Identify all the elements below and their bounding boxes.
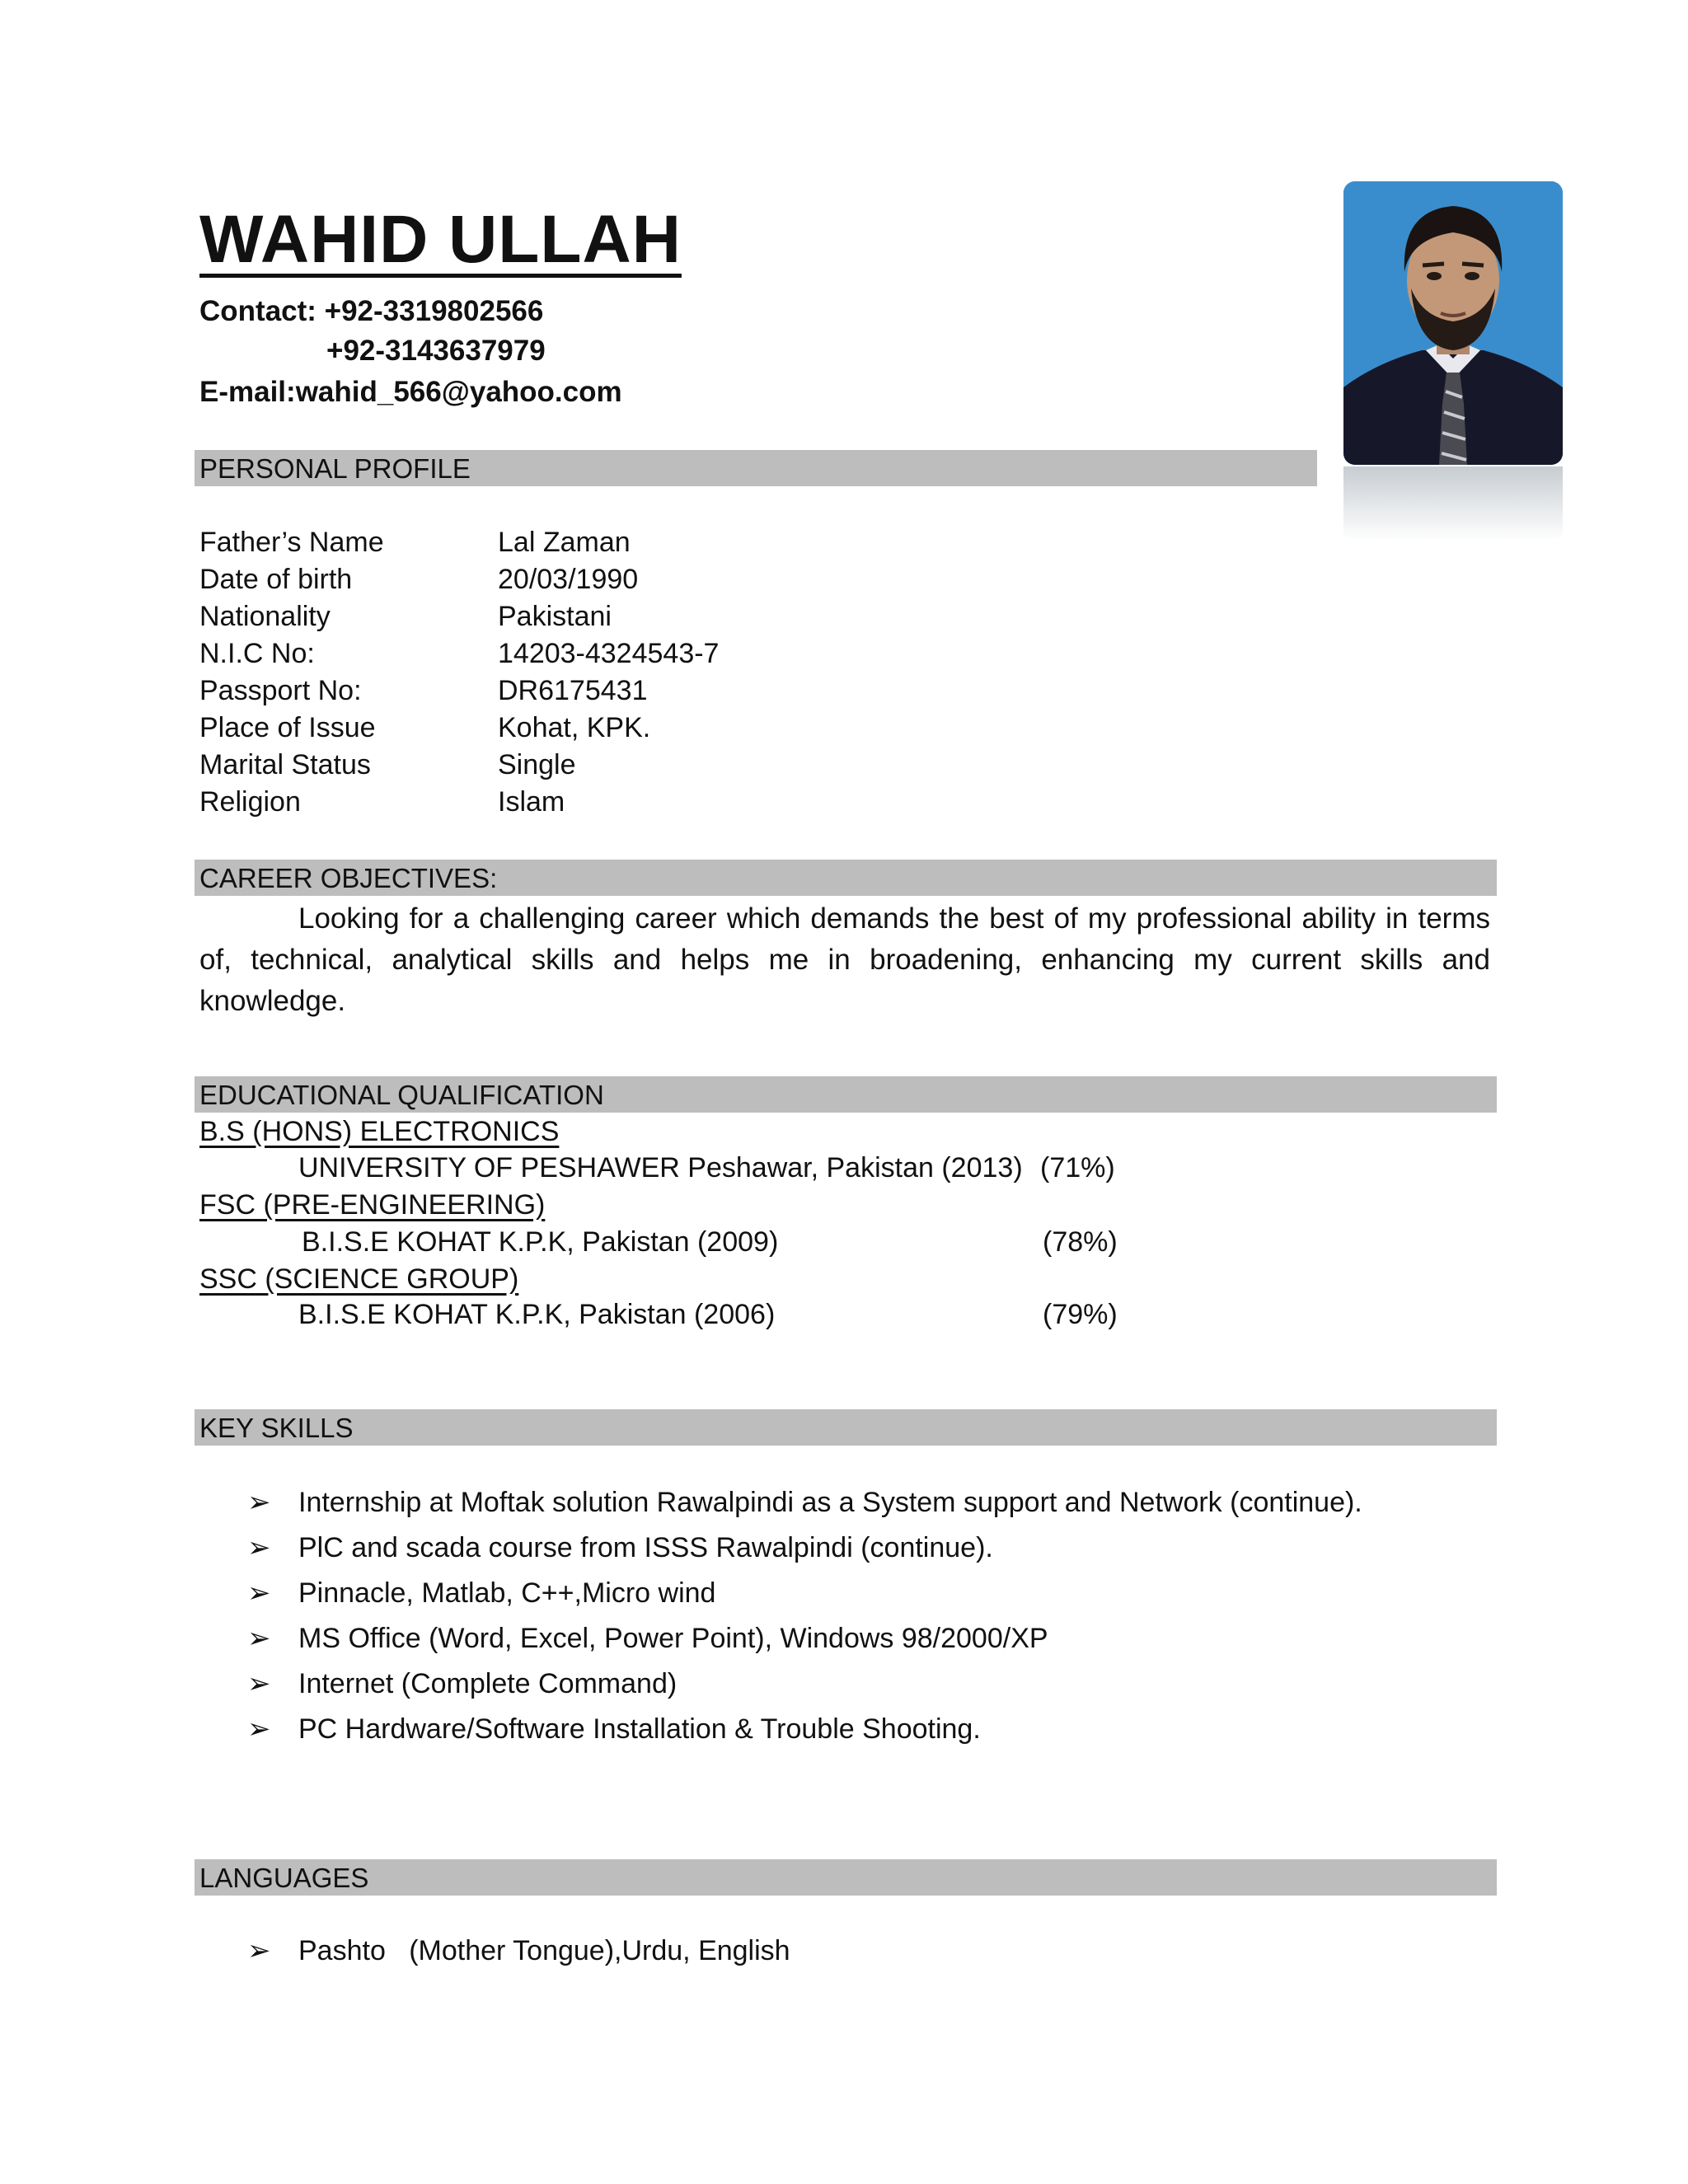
arrow-bullet-icon: ➢	[247, 1935, 271, 1966]
profile-label: Place of Issue	[199, 712, 376, 743]
arrow-bullet-icon: ➢	[247, 1532, 271, 1563]
profile-label: Passport No:	[199, 675, 362, 706]
list-item	[247, 1480, 1362, 1526]
arrow-bullet-icon: ➢	[247, 1668, 271, 1699]
section-header-key-skills: KEY SKILLS	[195, 1409, 1497, 1446]
skill-text: MS Office (Word, Excel, Power Point), Windows 98/2000/XP	[298, 1623, 1048, 1654]
profile-value: Islam	[498, 786, 565, 818]
profile-value: Pakistani	[498, 601, 612, 632]
personal-profile-table	[199, 524, 941, 821]
arrow-bullet-icon: ➢	[247, 1577, 271, 1609]
skill-text: PC Hardware/Software Installation & Trouble Shooting.	[298, 1713, 981, 1745]
profile-row	[199, 710, 941, 747]
section-header-education: EDUCATIONAL QUALIFICATION	[195, 1076, 1497, 1113]
skill-text: PlC and scada course from ISSS Rawalpindi (continue).	[298, 1532, 993, 1563]
profile-row	[199, 784, 941, 821]
profile-label: Marital Status	[199, 749, 371, 780]
degree-title: FSC (PRE-ENGINEERING)	[199, 1189, 546, 1221]
profile-value: DR6175431	[498, 675, 648, 706]
degree-title: B.S (HONS) ELECTRONICS	[199, 1116, 560, 1147]
degree-institution: B.I.S.E KOHAT K.P.K, Pakistan (2006)	[298, 1299, 776, 1330]
profile-label: N.I.C No:	[199, 638, 315, 669]
languages-list	[247, 1929, 790, 1974]
profile-label: Religion	[199, 786, 301, 818]
skill-text: Internship at Moftak solution Rawalpindi as a System support and Network (continue).	[298, 1487, 1362, 1518]
profile-value: 20/03/1990	[498, 564, 639, 595]
profile-value: 14203-4324543-7	[498, 638, 720, 669]
profile-row	[199, 673, 941, 710]
profile-photo	[1343, 181, 1563, 465]
arrow-bullet-icon: ➢	[247, 1487, 271, 1518]
arrow-bullet-icon: ➢	[247, 1713, 271, 1745]
arrow-bullet-icon: ➢	[247, 1623, 271, 1654]
degree-institution: B.I.S.E KOHAT K.P.K, Pakistan (2009)	[302, 1226, 779, 1258]
profile-value: Single	[498, 749, 576, 780]
profile-row	[199, 598, 941, 635]
degree-institution: UNIVERSITY OF PESHAWER Peshawar, Pakistan (2013)	[298, 1152, 1023, 1183]
profile-row	[199, 524, 941, 561]
skill-text: Pinnacle, Matlab, C++,Micro wind	[298, 1577, 716, 1609]
contact-email: E-mail:wahid_566@yahoo.com	[199, 376, 622, 408]
list-item	[247, 1571, 1362, 1616]
degree-percentage: (71%)	[1040, 1152, 1115, 1183]
degree-title: SSC (SCIENCE GROUP)	[199, 1263, 519, 1295]
profile-label: Nationality	[199, 601, 331, 632]
degree-percentage: (79%)	[1043, 1299, 1118, 1330]
career-objective-text: Looking for a challenging career which demands the best of my professional ability in terms of, technical, analytical skills and helps me in broadening, enhancing my current skills and knowledge.	[199, 902, 1490, 1017]
list-item	[247, 1526, 1362, 1571]
contact-phone-2: +92-3143637979	[326, 335, 546, 367]
section-header-languages: LANGUAGES	[195, 1859, 1497, 1896]
profile-label: Father’s Name	[199, 527, 384, 558]
photo-reflection	[1343, 466, 1563, 541]
profile-value: Kohat, KPK.	[498, 712, 651, 743]
list-item	[247, 1929, 790, 1974]
degree-percentage: (78%)	[1043, 1226, 1118, 1258]
language-text: Pashto (Mother Tongue),Urdu, English	[298, 1935, 790, 1966]
profile-label: Date of birth	[199, 564, 353, 595]
profile-value: Lal Zaman	[498, 527, 631, 558]
section-header-personal-profile: PERSONAL PROFILE	[195, 450, 1317, 486]
contact-phone-1: Contact: +92-3319802566	[199, 295, 544, 327]
profile-row	[199, 561, 941, 598]
list-item	[247, 1707, 1362, 1752]
list-item	[247, 1661, 1362, 1707]
list-item	[247, 1616, 1362, 1661]
profile-row	[199, 635, 941, 673]
applicant-name: WAHID ULLAH	[199, 202, 682, 277]
profile-row	[199, 747, 941, 784]
skill-text: Internet (Complete Command)	[298, 1668, 678, 1699]
section-header-career-objectives: CAREER OBJECTIVES:	[195, 860, 1497, 896]
key-skills-list	[247, 1480, 1362, 1752]
